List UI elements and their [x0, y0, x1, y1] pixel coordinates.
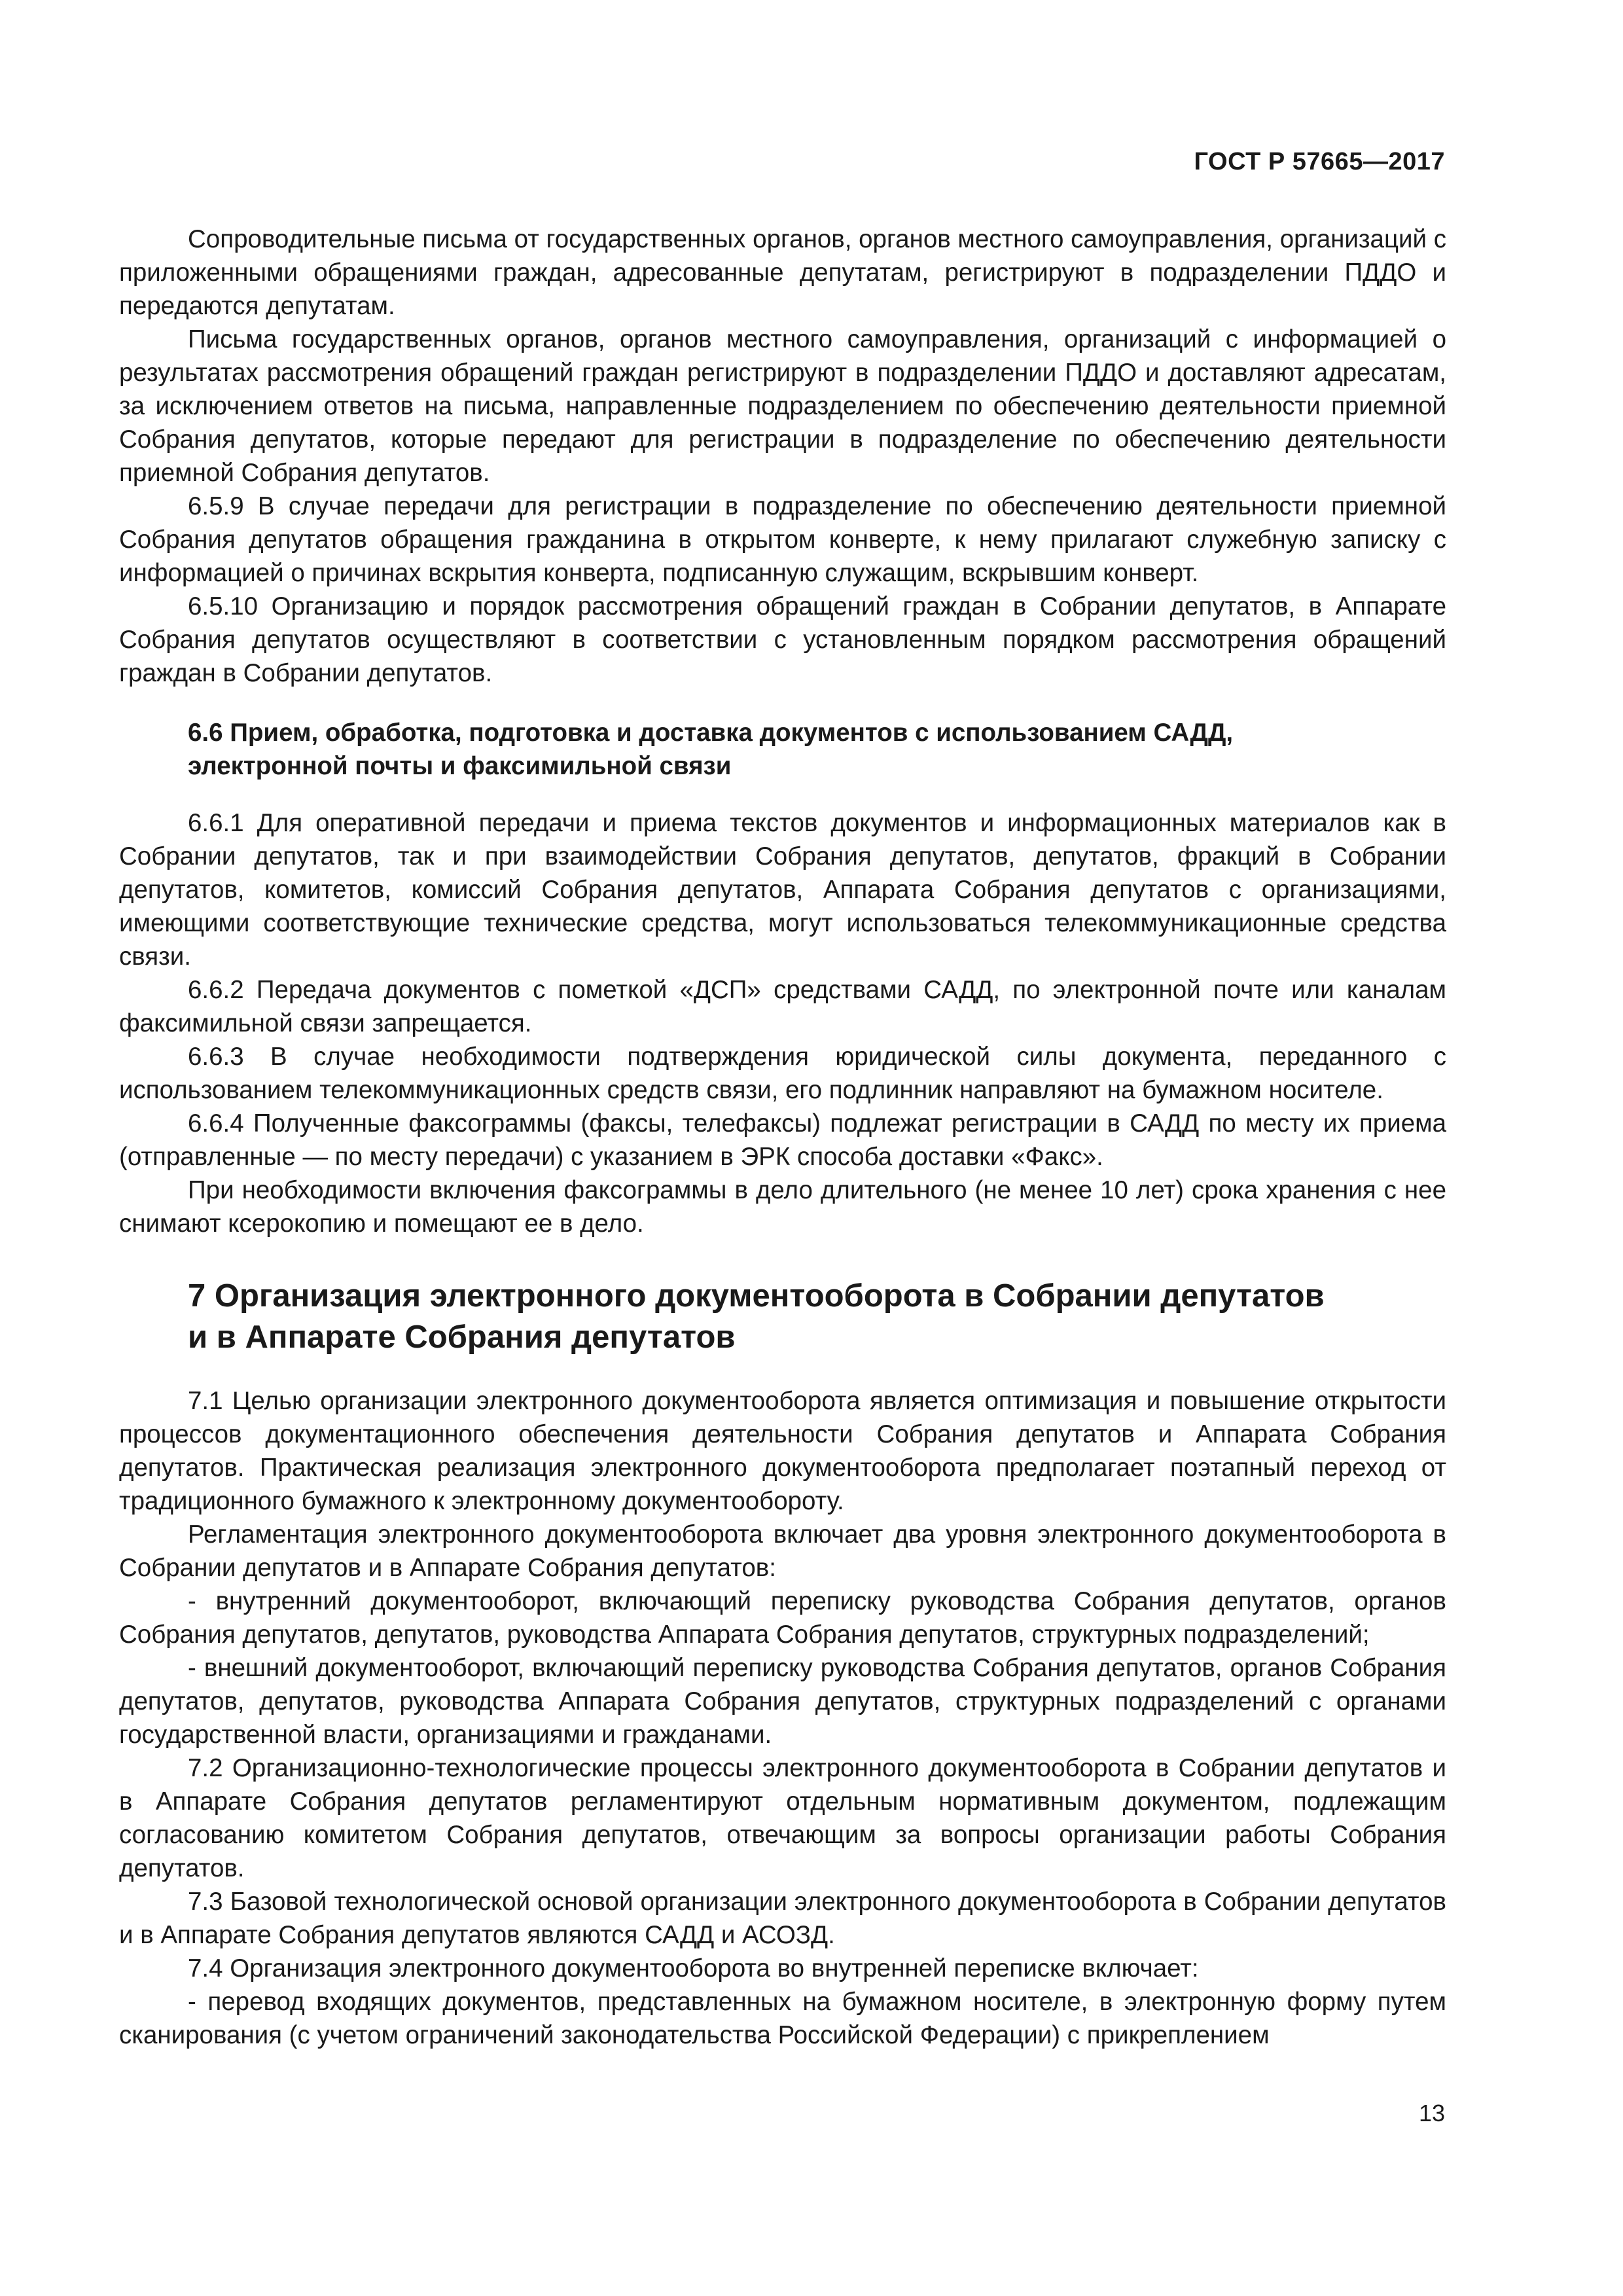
paragraph-6-5-10: 6.5.10 Организацию и порядок рассмотрения обращений граждан в Собрании депутатов, в Аппарате Собрания депутатов осуществляют в соответствии с установленным порядком рассмотрения обращений граждан в Собрании депутатов.	[119, 592, 1446, 687]
paragraph-7-3: 7.3 Базовой технологической основой организации электронного документооборота в Собрании депутатов и в Аппарате Собрания депутатов являются САДД и АСОЗД.	[119, 1888, 1446, 1949]
paragraph-6-6-1: 6.6.1 Для оперативной передачи и приема текстов документов и информационных материалов как в Собрании депутатов, так и при взаимодействии Собрания депутатов, депутатов, фракций в Собрании депутатов, комитетов, комиссий Собрания депутатов, Аппарата Собрания депутатов с организациями, имеющими соответствующие технические средства, могут использоваться телекоммуникационные средства связи.	[119, 809, 1446, 971]
list-item: - внешний документооборот, включающий переписку руководства Собрания депутатов, органов Собрания депутатов, депутатов, руководства Аппарата Собрания депутатов, структурных подразделений с органами государственной власти, организациями и гражданами.	[119, 1654, 1446, 1749]
section-heading-line: и в Аппарате Собрания депутатов	[188, 1319, 736, 1355]
paragraph: Сопроводительные письма от государственных органов, органов местного самоуправления, организаций с приложенными обращениями граждан, адресованные депутатам, регистрируют в подразделении ПДДО и передаются депутатам.	[119, 225, 1446, 320]
paragraph: Письма государственных органов, органов местного самоуправления, организаций с информацией о результатах рассмотрения обращений граждан регистрируют в подразделении ПДДО и доставляют адресатам, за исключением ответов на письма, направленные подразделением по обеспечению деятельности приемной Собрания депутатов, которые передают для регистрации в подразделение по обеспечению деятельности приемной Собрания депутатов.	[119, 325, 1446, 487]
paragraph-6-5-9: 6.5.9 В случае передачи для регистрации в подразделение по обеспечению деятельности приемной Собрания депутатов обращения гражданина в открытом конверте, к нему прилагают служебную записку с информацией о причинах вскрытия конверта, подписанную служащим, вскрывшим конверт.	[119, 492, 1446, 587]
paragraph-7-1: 7.1 Целью организации электронного документооборота является оптимизация и повышение открытости процессов документационного обеспечения деятельности Собрания депутатов и Аппарата Собрания депутатов. Практическая реализация электронного документооборота предполагает поэтапный переход от традиционного бумажного к электронному документообороту.	[119, 1387, 1446, 1515]
paragraph: Регламентация электронного документооборота включает два уровня электронного документооборота в Собрании депутатов и в Аппарате Собрания депутатов:	[119, 1520, 1446, 1582]
subsection-heading-6-6	[188, 716, 1446, 783]
subsection-heading-line: 6.6 Прием, обработка, подготовка и доставка документов с использованием САДД,	[188, 719, 1234, 747]
list-item: - внутренний документооборот, включающий переписку руководства Собрания депутатов, органов Собрания депутатов, депутатов, руководства Аппарата Собрания депутатов, структурных подразделений;	[119, 1587, 1446, 1649]
list-item: - перевод входящих документов, представленных на бумажном носителе, в электронную форму путем сканирования (с учетом ограничений законодательства Российской Федерации) с прикреплением	[119, 1988, 1446, 2049]
paragraph-7-2: 7.2 Организационно-технологические процессы электронного документооборота в Собрании депутатов и в Аппарате Собрания депутатов регламентируют отдельным нормативным документом, подлежащим согласованию комитетом Собрания депутатов, отвечающим за вопросы организации работы Собрания депутатов.	[119, 1754, 1446, 1882]
paragraph-7-4: 7.4 Организация электронного документооборота во внутренней переписке включает:	[188, 1954, 1199, 1982]
paragraph-6-6-3: 6.6.3 В случае необходимости подтверждения юридической силы документа, переданного с использованием телекоммуникационных средств связи, его подлинник направляют на бумажном носителе.	[119, 1043, 1446, 1104]
page-number: 13	[1418, 2100, 1445, 2126]
section-heading-7	[188, 1276, 1446, 1358]
paragraph-6-6-2: 6.6.2 Передача документов с пометкой «ДСП» средствами САДД, по электронной почте или каналам факсимильной связи запрещается.	[119, 976, 1446, 1037]
section-heading-line: 7 Организация электронного документооборота в Собрании депутатов	[188, 1278, 1325, 1314]
page-body	[119, 223, 1446, 2052]
subsection-heading-line: электронной почты и факсимильной связи	[188, 752, 732, 780]
paragraph: При необходимости включения факсограммы в дело длительного (не менее 10 лет) срока хранения с нее снимают ксерокопию и помещают ее в дело.	[119, 1176, 1446, 1238]
paragraph-6-6-4: 6.6.4 Полученные факсограммы (факсы, телефаксы) подлежат регистрации в САДД по месту их приема (отправленные — по месту передачи) с указанием в ЭРК способа доставки «Факс».	[119, 1109, 1446, 1171]
document-code: ГОСТ Р 57665—2017	[1194, 148, 1445, 175]
